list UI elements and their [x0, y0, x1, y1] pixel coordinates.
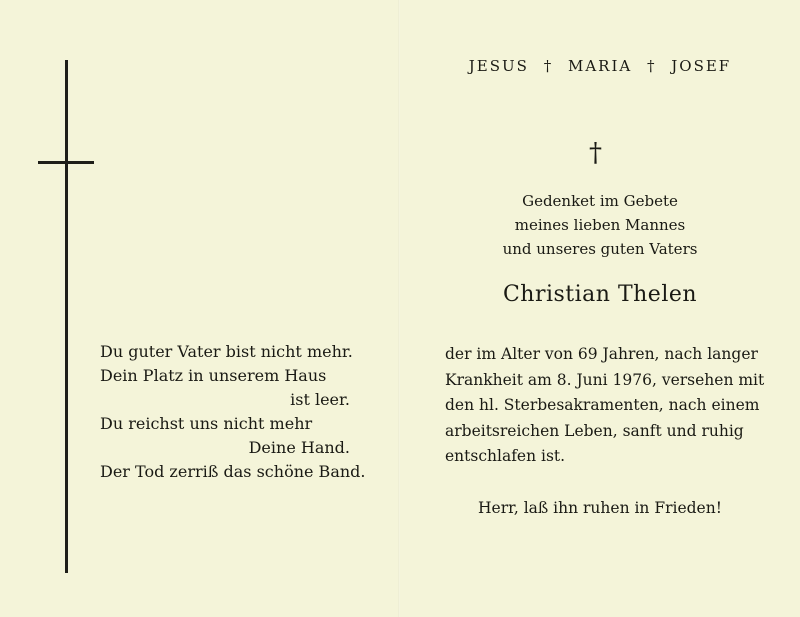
biography-line: den hl. Sterbesakramenten, nach einem [445, 396, 760, 414]
header-jesus-maria-josef: JESUS † MARIA † JOSEF [468, 57, 732, 75]
biography-line: Krankheit am 8. Juni 1976, versehen mit [445, 370, 765, 389]
poem-line: Du reichst uns nicht mehr [100, 414, 313, 433]
poem-line: Dein Platz in unserem Haus [100, 366, 327, 385]
biography-line: der im Alter von 69 Jahren, nach langer [445, 345, 758, 363]
poem-line: Du guter Vater bist nicht mehr. [100, 342, 353, 361]
biography-line: arbeitsreichen Leben, sanft und ruhig [445, 421, 744, 440]
farewell-prayer: Herr, laß ihn ruhen in Frieden! [478, 499, 722, 517]
biography [445, 342, 765, 470]
memorial-intro [470, 189, 730, 261]
large-cross-icon [65, 60, 68, 573]
poem [100, 340, 366, 484]
memorial-line: Gedenket im Gebete [522, 192, 678, 210]
small-cross-icon: † [589, 138, 602, 168]
card-fold-line [398, 0, 400, 617]
biography-line: entschlafen ist. [445, 447, 566, 465]
poem-line: Der Tod zerriß das schöne Band. [100, 462, 366, 481]
memorial-line: und unseres guten Vaters [502, 240, 698, 258]
large-cross-crossbar [38, 161, 94, 164]
poem-line: ist leer. [290, 390, 350, 409]
poem-line: Deine Hand. [248, 438, 350, 457]
deceased-name: Christian Thelen [502, 282, 698, 307]
memorial-line: meines lieben Mannes [514, 216, 686, 234]
